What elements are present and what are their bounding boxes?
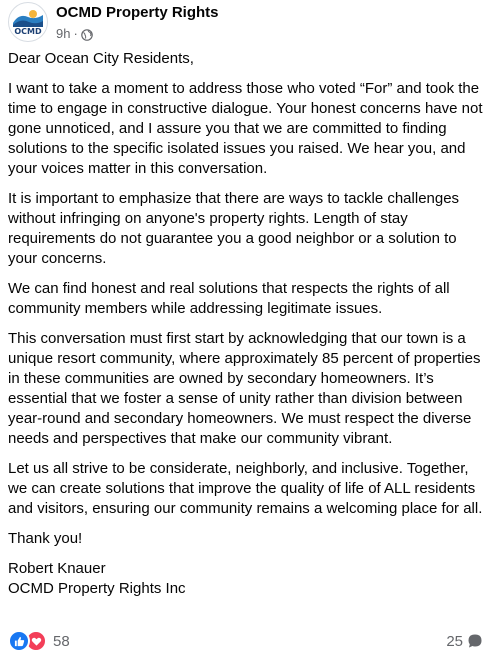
globe-icon[interactable] <box>81 28 93 40</box>
svg-text:OCMD: OCMD <box>14 27 42 36</box>
post-body <box>8 49 486 609</box>
like-icon <box>8 630 30 652</box>
comments-summary[interactable] <box>446 633 483 650</box>
post-footer <box>8 630 483 652</box>
post-paragraph: Thank you! <box>8 530 83 547</box>
post-paragraph: Dear Ocean City Residents, <box>8 50 194 67</box>
post-paragraph: This conversation must first start by acknowledging that our town is a unique resort community, where approximately 85 percent of properties in these communities are owned by secondary homeowners. It’s essential that we foster a sense of unity rather than division between year-round and secondary homeowners. We must respect the diverse needs and perspectives that make our community vibrant. <box>8 330 481 447</box>
header-text <box>56 3 219 42</box>
post-paragraph: We can find honest and real solutions that respects the rights of all community members while addressing legitimate issues. <box>8 280 450 317</box>
ocmd-logo-icon <box>9 3 47 41</box>
signature-org: OCMD Property Rights Inc <box>8 580 186 597</box>
comment-count: 25 <box>446 632 463 650</box>
page-name-link[interactable]: OCMD Property Rights <box>56 4 219 21</box>
post-timestamp[interactable]: 9h <box>56 26 71 41</box>
post-header <box>8 2 219 46</box>
post-meta <box>56 25 219 42</box>
meta-separator: · <box>73 26 78 41</box>
post-paragraph: Let us all strive to be considerate, neighborly, and inclusive. Together, we can create solutions that improve the quality of life of ALL residents and visitors, ensuring our community remains a welcoming place for all. <box>8 460 483 517</box>
avatar[interactable] <box>8 2 48 42</box>
reaction-count: 58 <box>53 632 70 650</box>
comment-bubble-icon <box>467 633 483 649</box>
signature-name: Robert Knauer <box>8 560 106 577</box>
reactions-summary[interactable] <box>8 630 70 652</box>
post-paragraph: It is important to emphasize that there are ways to tackle challenges without infringing on anyone's property rights. Length of stay requirements do not guarantee you a good neighbor or a solution to your concerns. <box>8 190 460 267</box>
post-paragraph: I want to take a moment to address those who voted “For” and took the time to engage in constructive dialogue. Your honest concerns have not gone unnoticed, and I assure you that we are committed to finding solutions to the specific isolated issues you raised. We hear you, and your voices matter in this conversation. <box>8 80 483 177</box>
